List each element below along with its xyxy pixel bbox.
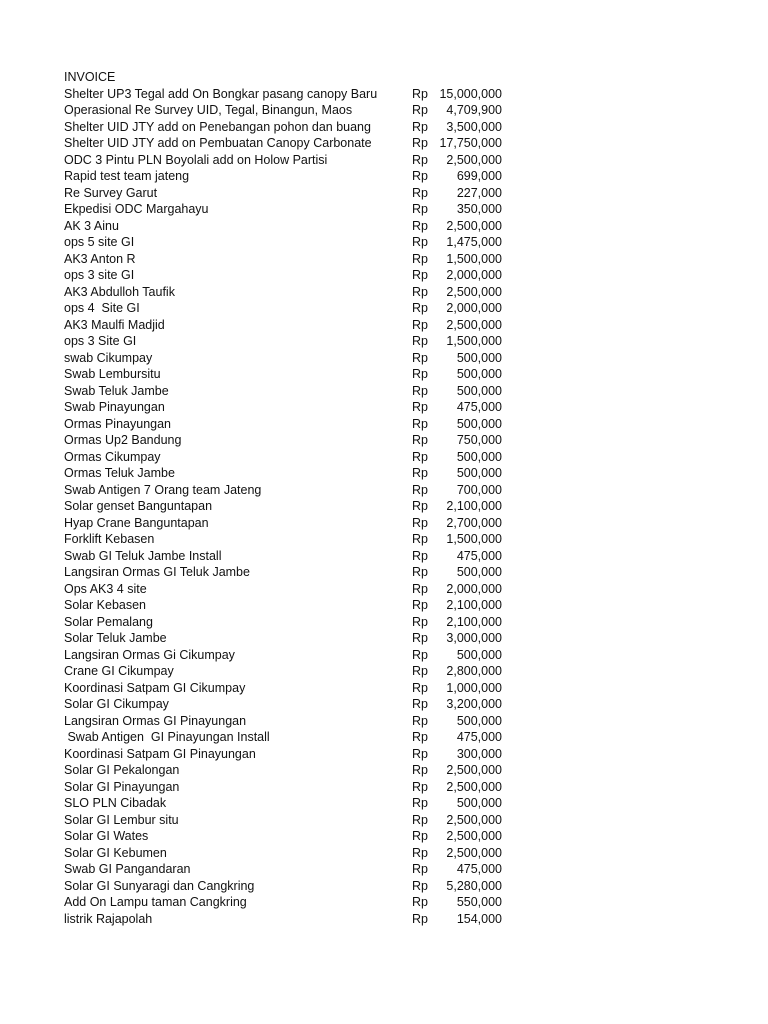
item-amount: 700,000 <box>456 482 502 497</box>
item-currency: Rp <box>412 350 428 365</box>
item-currency: Rp <box>412 268 428 282</box>
item-description: Crane GI Cikumpay <box>64 664 174 678</box>
invoice-row <box>64 498 514 515</box>
item-description: swab Cikumpay <box>64 350 153 365</box>
item-amount: 500,000 <box>456 449 502 464</box>
item-currency: Rp <box>412 499 428 513</box>
invoice-row <box>64 399 514 416</box>
item-amount: 500,000 <box>456 713 502 728</box>
invoice-row <box>64 515 514 532</box>
invoice-row <box>64 762 514 779</box>
item-amount: 17,750,000 <box>439 136 502 150</box>
item-amount: 2,000,000 <box>446 301 502 315</box>
item-description: Swab Teluk Jambe <box>64 383 169 398</box>
item-currency: Rp <box>412 301 428 315</box>
item-description: Solar GI Wates <box>64 829 149 843</box>
item-currency: Rp <box>412 218 428 233</box>
item-amount: 350,000 <box>456 202 502 216</box>
item-amount: 1,475,000 <box>446 235 502 249</box>
item-currency: Rp <box>412 515 428 530</box>
item-description: Solar GI Sunyaragi dan Cangkring <box>64 878 255 893</box>
invoice-row <box>64 911 514 928</box>
invoice-row <box>64 647 514 664</box>
invoice-row <box>64 696 514 713</box>
item-amount: 3,000,000 <box>446 631 502 645</box>
item-amount: 227,000 <box>456 185 502 200</box>
invoice-row <box>64 894 514 911</box>
invoice-row <box>64 680 514 697</box>
invoice-row <box>64 581 514 598</box>
item-amount: 2,100,000 <box>446 614 502 629</box>
item-currency: Rp <box>412 251 428 266</box>
item-currency: Rp <box>412 383 428 398</box>
invoice-row <box>64 350 514 367</box>
item-amount: 3,500,000 <box>446 119 502 134</box>
item-amount: 1,500,000 <box>446 251 502 266</box>
item-currency: Rp <box>412 779 428 794</box>
item-description: ODC 3 Pintu PLN Boyolali add on Holow Partisi <box>64 152 328 167</box>
item-currency: Rp <box>412 680 428 695</box>
item-amount: 2,500,000 <box>446 317 502 332</box>
item-currency: Rp <box>412 895 428 909</box>
invoice-row <box>64 416 514 433</box>
invoice-row <box>64 614 514 631</box>
item-currency: Rp <box>412 367 428 381</box>
item-amount: 2,500,000 <box>446 218 502 233</box>
item-description: Ops AK3 4 site <box>64 581 147 596</box>
item-description: Solar GI Pekalongan <box>64 763 180 777</box>
item-currency: Rp <box>412 152 428 167</box>
item-amount: 500,000 <box>456 350 502 365</box>
invoice-row <box>64 531 514 548</box>
invoice-sheet <box>64 69 514 927</box>
item-description: Swab Pinayungan <box>64 400 165 414</box>
invoice-row <box>64 812 514 829</box>
item-currency: Rp <box>412 433 428 447</box>
item-amount: 3,200,000 <box>446 697 502 711</box>
item-currency: Rp <box>412 103 428 117</box>
item-description: AK3 Abdulloh Taufik <box>64 284 175 299</box>
item-description: AK 3 Ainu <box>64 218 119 233</box>
item-currency: Rp <box>412 317 428 332</box>
invoice-row <box>64 267 514 284</box>
item-currency: Rp <box>412 878 428 893</box>
item-currency: Rp <box>412 763 428 777</box>
invoice-row <box>64 845 514 862</box>
item-currency: Rp <box>412 532 428 546</box>
item-currency: Rp <box>412 235 428 249</box>
item-amount: 2,500,000 <box>446 152 502 167</box>
item-description: ops 5 site GI <box>64 235 135 249</box>
item-currency: Rp <box>412 647 428 662</box>
invoice-row <box>64 663 514 680</box>
item-amount: 500,000 <box>456 565 502 579</box>
invoice-row <box>64 779 514 796</box>
item-description: Langsiran Ormas Gi Cikumpay <box>64 647 235 662</box>
invoice-row <box>64 152 514 169</box>
invoice-row <box>64 795 514 812</box>
item-description: Add On Lampu taman Cangkring <box>64 895 247 909</box>
invoice-row <box>64 465 514 482</box>
invoice-row <box>64 201 514 218</box>
item-description: Ormas Teluk Jambe <box>64 466 175 480</box>
invoice-row <box>64 135 514 152</box>
item-description: ops 3 Site GI <box>64 334 137 348</box>
item-description: Operasional Re Survey UID, Tegal, Binangun, Maos <box>64 103 353 117</box>
item-amount: 2,100,000 <box>446 598 502 612</box>
invoice-row <box>64 185 514 202</box>
item-currency: Rp <box>412 185 428 200</box>
item-description: Solar GI Lembur situ <box>64 812 179 827</box>
item-amount: 500,000 <box>456 466 502 480</box>
item-amount: 1,500,000 <box>446 334 502 348</box>
item-description: Langsiran Ormas GI Teluk Jambe <box>64 565 250 579</box>
item-currency: Rp <box>412 812 428 827</box>
item-description: Solar GI Cikumpay <box>64 697 169 711</box>
item-description: ops 4 Site GI <box>64 301 140 315</box>
item-currency: Rp <box>412 449 428 464</box>
item-description: Solar GI Kebumen <box>64 845 167 860</box>
item-description: Ormas Up2 Bandung <box>64 433 182 447</box>
item-amount: 2,000,000 <box>446 268 502 282</box>
item-amount: 699,000 <box>456 169 502 183</box>
item-amount: 2,800,000 <box>446 664 502 678</box>
item-currency: Rp <box>412 202 428 216</box>
invoice-row <box>64 284 514 301</box>
item-amount: 5,280,000 <box>446 878 502 893</box>
item-currency: Rp <box>412 169 428 183</box>
item-amount: 2,100,000 <box>446 499 502 513</box>
item-amount: 2,500,000 <box>446 284 502 299</box>
item-description: Re Survey Garut <box>64 185 158 200</box>
item-amount: 2,700,000 <box>446 515 502 530</box>
item-description: Koordinasi Satpam GI Pinayungan <box>64 746 256 761</box>
invoice-row <box>64 432 514 449</box>
item-description: Koordinasi Satpam GI Cikumpay <box>64 680 246 695</box>
item-amount: 500,000 <box>456 647 502 662</box>
invoice-row <box>64 482 514 499</box>
item-currency: Rp <box>412 548 428 563</box>
invoice-row <box>64 449 514 466</box>
invoice-row <box>64 168 514 185</box>
invoice-row <box>64 746 514 763</box>
invoice-row <box>64 878 514 895</box>
item-amount: 500,000 <box>456 416 502 431</box>
invoice-row <box>64 251 514 268</box>
item-currency: Rp <box>412 119 428 134</box>
item-description: Langsiran Ormas GI Pinayungan <box>64 713 247 728</box>
invoice-row <box>64 548 514 565</box>
item-description: Ekpedisi ODC Margahayu <box>64 202 209 216</box>
item-description: Swab Antigen GI Pinayungan Install <box>64 730 270 744</box>
item-description: listrik Rajapolah <box>64 911 153 926</box>
item-description: Ormas Cikumpay <box>64 449 161 464</box>
item-amount: 4,709,900 <box>446 103 502 117</box>
item-currency: Rp <box>412 631 428 645</box>
item-currency: Rp <box>412 416 428 431</box>
item-description: Ormas Pinayungan <box>64 416 172 431</box>
item-description: Hyap Crane Banguntapan <box>64 515 209 530</box>
item-amount: 2,500,000 <box>446 812 502 827</box>
item-currency: Rp <box>412 730 428 744</box>
item-description: Swab Lembursitu <box>64 367 161 381</box>
item-amount: 500,000 <box>456 796 502 810</box>
item-amount: 1,000,000 <box>446 680 502 695</box>
item-currency: Rp <box>412 664 428 678</box>
item-description: Rapid test team jateng <box>64 169 190 183</box>
item-amount: 2,500,000 <box>446 779 502 794</box>
item-amount: 475,000 <box>456 400 502 414</box>
item-currency: Rp <box>412 581 428 596</box>
item-description: Swab GI Pangandaran <box>64 862 191 876</box>
item-amount: 475,000 <box>456 548 502 563</box>
invoice-items <box>64 86 514 928</box>
item-description: Solar Teluk Jambe <box>64 631 167 645</box>
item-currency: Rp <box>412 565 428 579</box>
item-amount: 2,500,000 <box>446 763 502 777</box>
item-description: Shelter UID JTY add on Penebangan pohon dan buang <box>64 119 371 134</box>
invoice-row <box>64 729 514 746</box>
item-amount: 500,000 <box>456 383 502 398</box>
item-currency: Rp <box>412 466 428 480</box>
invoice-row <box>64 119 514 136</box>
invoice-row <box>64 630 514 647</box>
item-description: AK3 Anton R <box>64 251 136 266</box>
invoice-row <box>64 597 514 614</box>
item-currency: Rp <box>412 284 428 299</box>
item-amount: 15,000,000 <box>439 86 502 101</box>
invoice-row <box>64 564 514 581</box>
item-currency: Rp <box>412 829 428 843</box>
item-amount: 475,000 <box>456 862 502 876</box>
item-currency: Rp <box>412 845 428 860</box>
item-description: ops 3 site GI <box>64 268 135 282</box>
item-description: Swab Antigen 7 Orang team Jateng <box>64 482 262 497</box>
item-currency: Rp <box>412 713 428 728</box>
item-description: Solar Kebasen <box>64 598 147 612</box>
item-currency: Rp <box>412 334 428 348</box>
invoice-row <box>64 300 514 317</box>
item-currency: Rp <box>412 796 428 810</box>
item-amount: 300,000 <box>456 746 502 761</box>
invoice-row <box>64 713 514 730</box>
item-currency: Rp <box>412 911 428 926</box>
item-amount: 2,000,000 <box>446 581 502 596</box>
item-description: Swab GI Teluk Jambe Install <box>64 548 222 563</box>
item-currency: Rp <box>412 482 428 497</box>
item-description: SLO PLN Cibadak <box>64 796 167 810</box>
item-currency: Rp <box>412 862 428 876</box>
invoice-row <box>64 102 514 119</box>
item-description: Solar Pemalang <box>64 614 153 629</box>
invoice-row <box>64 828 514 845</box>
invoice-row <box>64 86 514 103</box>
item-amount: 1,500,000 <box>446 532 502 546</box>
invoice-row <box>64 861 514 878</box>
invoice-row <box>64 383 514 400</box>
item-amount: 500,000 <box>456 367 502 381</box>
item-amount: 2,500,000 <box>446 829 502 843</box>
item-description: Forklift Kebasen <box>64 532 155 546</box>
item-amount: 475,000 <box>456 730 502 744</box>
item-description: Solar genset Banguntapan <box>64 499 213 513</box>
invoice-row <box>64 317 514 334</box>
invoice-row <box>64 366 514 383</box>
item-currency: Rp <box>412 697 428 711</box>
invoice-row <box>64 218 514 235</box>
item-description: Shelter UP3 Tegal add On Bongkar pasang canopy Baru <box>64 86 378 101</box>
invoice-title: INVOICE <box>64 70 116 84</box>
item-amount: 550,000 <box>456 895 502 909</box>
item-currency: Rp <box>412 400 428 414</box>
item-currency: Rp <box>412 136 428 150</box>
item-description: Solar GI Pinayungan <box>64 779 180 794</box>
item-currency: Rp <box>412 614 428 629</box>
item-description: Shelter UID JTY add on Pembuatan Canopy Carbonate <box>64 136 372 150</box>
item-amount: 154,000 <box>456 911 502 926</box>
invoice-row <box>64 333 514 350</box>
item-amount: 750,000 <box>456 433 502 447</box>
item-description: AK3 Maulfi Madjid <box>64 317 165 332</box>
item-amount: 2,500,000 <box>446 845 502 860</box>
item-currency: Rp <box>412 746 428 761</box>
item-currency: Rp <box>412 86 428 101</box>
item-currency: Rp <box>412 598 428 612</box>
invoice-row <box>64 234 514 251</box>
